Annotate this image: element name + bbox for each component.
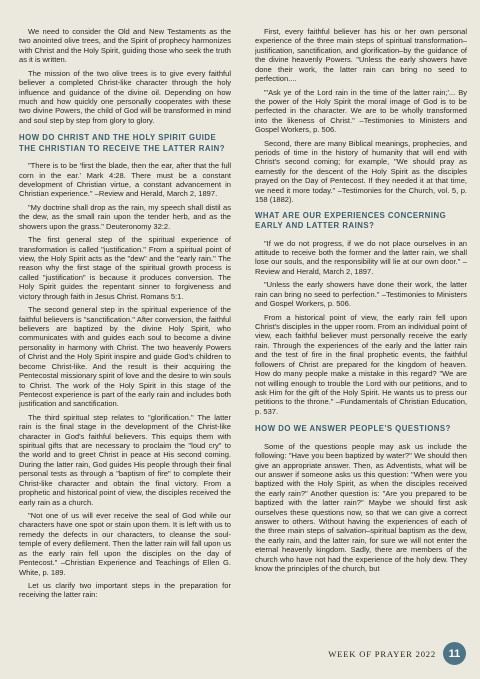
column-left	[19, 27, 231, 641]
paragraph: Second, there are many Biblical meanings, prophecies, and periods of time in the history of humanity that will end with Christ's second coming; for example, "We should pray as earnestly for the descent of the Holy Spirit as the disciples prayed on the Day of Pentecost. If they needed it at that time, we need it more today." –Testimonies for the Church, vol. 5, p. 158 (1882).	[255, 138, 467, 205]
page-footer	[328, 642, 466, 665]
page-number-badge: 11	[443, 642, 466, 665]
paragraph: The first general step of the spiritual experience of transformation is called "justification." From a spiritual point of view, the Holy Spirit acts as the "dew" and the "early rain." The reason why the first stage of the spiritual growth process is called "justification" is because it produces conversion. The Holy Spirit guides the repentant sinner to forgiveness and victory through faith in Jesus Christ. Romans 5:1.	[19, 235, 231, 301]
paragraph: We need to consider the Old and New Testaments as the two anointed olive trees, and the Spirit of prophecy harmonizes with Christ and the Holy Spirit, guiding those who seek the truth as it is written.	[19, 27, 231, 65]
paragraph: "Not one of us will ever receive the seal of God while our characters have one spot or stain upon them. It is left with us to remedy the defects in our characters, to cleanse the soul-temple of every defilement. Then the latter rain will fall upon us as the early rain fell upon the disciples on the day of Pentecost." –Christian Experience and Teachings of Ellen G. White, p. 189.	[19, 510, 231, 577]
paragraph: "Unless the early showers have done their work, the latter rain can bring no seed to perfection." –Testimonies to Ministers and Gospel Workers, p. 506.	[255, 280, 467, 309]
paragraph: "There is to be 'first the blade, then the ear, after that the full corn in the ear.' Mark 4:28. There must be a constant development of Christian virtue, a constant advancement in Christian experience." –Review and Herald, March 2, 1897.	[19, 161, 231, 199]
paragraph: Let us clarify two important steps in the preparation for receiving the latter rain:	[19, 580, 231, 600]
paragraph: First, every faithful believer has his or her own personal experience of the three main steps of spiritual transformation–justification, sanctification, and glorification–by the guidance of the divine heavenly Powers. "Unless the early showers have done their work, the latter rain can bring no seed to perfection....	[255, 27, 467, 84]
paragraph: "'Ask ye of the Lord rain in the time of the latter rain;'... By the power of the Holy Spirit the moral image of God is to be perfected in the character. We are to be wholly transformed into the likeness of Christ." –Testimonies to Ministers and Gospel Workers, p. 506.	[255, 87, 467, 135]
paragraph: "My doctrine shall drop as the rain, my speech shall distil as the dew, as the small rain upon the tender herb, and as the showers upon the grass." Deuteronomy 32:2.	[19, 202, 231, 231]
section-heading: WHAT ARE OUR EXPERIENCES CONCERNING EARLY AND LATTER RAINS?	[255, 210, 447, 231]
footer-publication-label: WEEK OF PRAYER 2022	[328, 648, 436, 659]
paragraph: The second general step in the spiritual experience of the faithful believers is "sanctification." After conversion, the faithful believers are baptized by the divine Holy Spirit, who communicates with and guides each soul to become a divine personality in harmony with Christ. The two heavenly Powers of Christ and the Holy Spirit inspire and guide God's children to become Christ-like. And the result is their acquiring the Pentecostal missionary spirit of love and the desire to win souls to Christ. The work of the Holy Spirit in this stage of the Pentecost experience is part of the early rain and includes both justification and sanctification.	[19, 305, 231, 409]
paragraph: The third spiritual step relates to "glorification." The latter rain is the final stage in the development of the Christ-like character in God's faithful believers. This equips them with spiritual gifts that are necessary to proclaim the "loud cry" to the world and to greet Christ in peace at His second coming. During the latter rain, God guides His people through their final personal tests as through a "baptism of fire" to complete their Christ-like character and obtain the final victory. From a prophetic and historical point of view, the disciples received the early rain as a church.	[19, 412, 231, 507]
article-body	[19, 27, 467, 641]
section-heading: HOW DO WE ANSWER PEOPLE'S QUESTIONS?	[255, 424, 451, 434]
paragraph: From a historical point of view, the early rain fell upon Christ's disciples in the upper room. From an individual point of view, each faithful believer must personally receive the early rain. Through the experiences of the early and the latter rain and the test of fire in the final prophetic events, the faithful followers of Christ are prepared for the kingdom of heaven. How do many people make a mistake in this regard? "We are not willing enough to trouble the Lord with our petitions, and to ask Him for the gift of the Holy Spirit. He wants us to press our petitions to the throne." –Fundamentals of Christian Education, p. 537.	[255, 312, 467, 416]
paragraph: "If we do not progress, if we do not place ourselves in an attitude to receive both the former and the latter rain, we shall lose our souls, and the responsibility will lie at our own door." –Review and Herald, March 2, 1897.	[255, 238, 467, 276]
paragraph: The mission of the two olive trees is to give every faithful believer a completed Christ-like character through the holy influence and guidance of the divine oil. Depending on how much and how quickly one personally cooperates with these two divine Powers, the child of God will be transformed in mind and soul step by step from glory to glory.	[19, 68, 231, 125]
column-right	[255, 27, 467, 641]
section-heading: HOW DO CHRIST AND THE HOLY SPIRIT GUIDE THE CHRISTIAN TO RECEIVE THE LATTER RAIN?	[19, 133, 226, 153]
paragraph: Some of the questions people may ask us include the following: "Have you been baptized by water?" We should then give an appropriate answer. Then, as Adventists, what will be our answer if someone asks us this question: "When were you baptized with the Holy Spirit, as when the disciples received the early rain?" Another question is: "Are you prepared to be baptized with the latter rain?" Maybe we should first ask ourselves these questions now, so that we can give a correct answer to others. Without having the experiences of each of the three main steps of salvation–spiritual baptism as the dew, the early rain, and the latter rain, for sure we will not enter the eternal heavenly kingdom. Sadly, there are members of the church who have not had the experience of the holy dew. They know the principles of the church, but	[255, 441, 467, 574]
